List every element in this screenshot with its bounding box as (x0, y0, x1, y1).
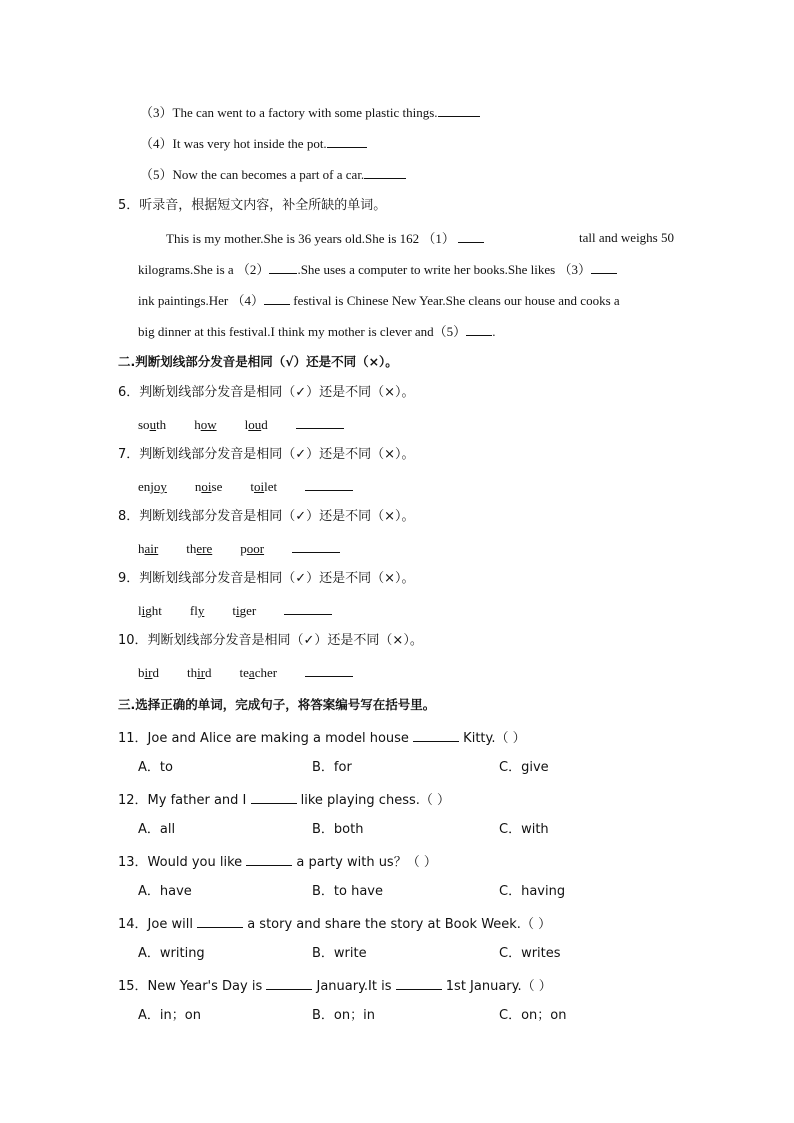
answer-blank[interactable] (396, 977, 442, 990)
item-number: （5） (140, 167, 173, 182)
item-text: Now the can becomes a part of a car. (172, 167, 365, 182)
option-a[interactable]: A．to (138, 760, 173, 775)
mc-question-14: 14．Joe will a story and share the story at Book Week.（ ） (118, 917, 552, 932)
answer-blank[interactable] (246, 853, 292, 866)
q5-line1: This is my mother.She is 36 years old.She is 162 （1） tall and weighs 50 (166, 230, 674, 246)
underlined-letters: ir (144, 665, 153, 680)
underlined-letters: air (144, 541, 159, 556)
word: fly (189, 603, 205, 618)
answer-blank[interactable] (292, 540, 340, 553)
phonics-question-8: 8．判断划线部分发音是相同（✓）还是不同（×）。 (118, 509, 415, 524)
answer-blank[interactable] (197, 915, 243, 928)
word: tiger (232, 603, 257, 618)
underlined-letters: i (141, 603, 146, 618)
word: poor (240, 541, 265, 556)
phonics-question-10: 10．判断划线部分发音是相同（✓）还是不同（×）。 (118, 633, 423, 648)
blank-3[interactable] (591, 261, 617, 274)
word: third (186, 665, 212, 680)
word: south (138, 417, 167, 432)
blank-5[interactable] (466, 323, 492, 336)
mc-question-12: 12．My father and I like playing chess.（ ） (118, 793, 451, 808)
underlined-letters: u (149, 417, 157, 432)
q5-line2: kilograms.She is a （2） .She uses a computer to write her books.She likes （3） (138, 261, 617, 278)
mc-question-15: 15．New Year's Day is January.It is 1st January.（ ） (118, 979, 552, 994)
word: bird (138, 665, 159, 680)
blank-1[interactable] (458, 230, 484, 243)
answer-blank[interactable] (413, 729, 459, 742)
word: enjoy (138, 479, 167, 494)
option-b[interactable]: B．to have (312, 884, 383, 899)
word: loud (244, 417, 268, 432)
q5-line4: big dinner at this festival.I think my mother is clever and（5） . (138, 324, 496, 339)
item-text: It was very hot inside the pot. (172, 136, 327, 151)
word-row (138, 664, 353, 681)
answer-blank[interactable] (364, 166, 406, 179)
word-row (138, 540, 340, 557)
underlined-letters: ere (196, 541, 213, 556)
underlined-letters: oi (253, 479, 265, 494)
underlined-letters: oi (201, 479, 212, 494)
item-number: （4） (140, 136, 173, 151)
phonics-question-7: 7．判断划线部分发音是相同（✓）还是不同（×）。 (118, 447, 415, 462)
underlined-letters: y (197, 603, 205, 618)
underlined-letters: ou (248, 417, 262, 432)
word: light (138, 603, 162, 618)
item-5 (140, 166, 406, 183)
option-c[interactable]: C．on；on (499, 1008, 567, 1023)
blank-4[interactable] (264, 292, 290, 305)
word-row (138, 602, 332, 619)
word: teacher (239, 665, 278, 680)
section-3-title: 三.选择正确的单词，完成句子，将答案编号写在括号里。 (118, 697, 436, 712)
q5-line3: ink paintings.Her （4） festival is Chinese New Year.She cleans our house and cooks a (138, 293, 620, 308)
phonics-question-6: 6．判断划线部分发音是相同（✓）还是不同（×）。 (118, 385, 415, 400)
option-c[interactable]: C．having (499, 884, 566, 899)
item-4 (140, 135, 367, 152)
underlined-letters: a (248, 665, 255, 680)
word: noise (194, 479, 223, 494)
section-2-title: 二.判断划线部分发音是相同（√）还是不同（×）。 (118, 354, 398, 369)
option-a[interactable]: A．in；on (138, 1008, 201, 1023)
answer-blank[interactable] (296, 416, 344, 429)
word: there (186, 541, 213, 556)
underlined-letters: ir (197, 665, 206, 680)
option-a[interactable]: A．all (138, 822, 176, 837)
item-number: （3） (140, 105, 173, 120)
answer-blank[interactable] (305, 478, 353, 491)
word: hair (138, 541, 159, 556)
item-text: The can went to a factory with some plastic things. (172, 105, 438, 120)
option-a[interactable]: A．have (138, 884, 192, 899)
answer-blank[interactable] (266, 977, 312, 990)
option-c[interactable]: C．with (499, 822, 549, 837)
underlined-letters: i (235, 603, 240, 618)
answer-blank[interactable] (305, 664, 353, 677)
mc-question-11: 11．Joe and Alice are making a model house Kitty.（ ） (118, 731, 526, 746)
blank-2[interactable] (269, 261, 297, 274)
underlined-letters: oy (153, 479, 167, 494)
option-c[interactable]: C．give (499, 760, 549, 775)
mc-question-13: 13．Would you like a party with us？（ ） (118, 855, 437, 870)
underlined-letters: ow (200, 417, 217, 432)
item-3 (140, 104, 480, 121)
answer-blank[interactable] (327, 135, 367, 148)
word-row (138, 478, 353, 495)
option-c[interactable]: C．writes (499, 946, 561, 961)
answer-blank[interactable] (284, 602, 332, 615)
option-a[interactable]: A．writing (138, 946, 205, 961)
answer-blank[interactable] (438, 104, 480, 117)
answer-blank[interactable] (251, 791, 297, 804)
underlined-letters: oor (246, 541, 265, 556)
phonics-question-9: 9．判断划线部分发音是相同（✓）还是不同（×）。 (118, 571, 415, 586)
word: how (194, 417, 217, 432)
option-b[interactable]: B．on；in (312, 1008, 375, 1023)
option-b[interactable]: B．write (312, 946, 367, 961)
option-b[interactable]: B．for (312, 760, 352, 775)
word-row (138, 416, 344, 433)
word: toilet (250, 479, 278, 494)
option-b[interactable]: B．both (312, 822, 364, 837)
q5-title: 5．听录音，根据短文内容，补全所缺的单词。 (118, 198, 387, 213)
